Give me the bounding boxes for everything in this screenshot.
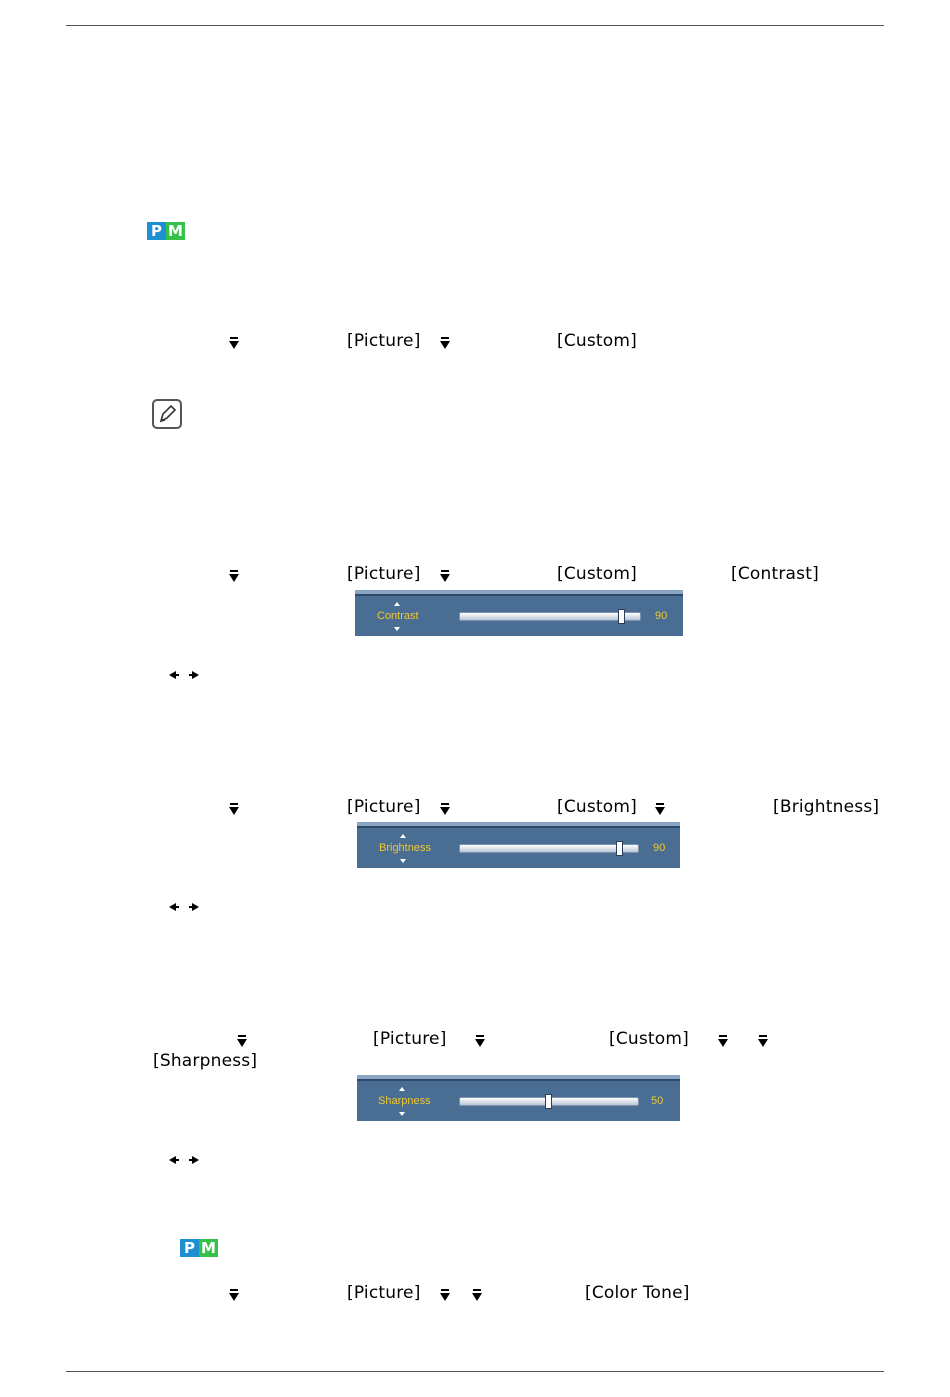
pm-mode-icon [147, 222, 185, 240]
pm-mode-icon [180, 1239, 218, 1257]
up-arrow-icon [400, 834, 406, 838]
down-arrow-icon [394, 627, 400, 631]
down-arrow-icon [229, 574, 239, 582]
custom-bracket: [Custom] [557, 331, 637, 351]
left-right-arrow-icon [168, 670, 200, 680]
picture-bracket: [Picture] [373, 1029, 447, 1049]
header-rule [66, 25, 884, 26]
pm-p-letter: P [180, 1239, 199, 1257]
osd-label: Contrast [377, 610, 419, 622]
picture-bracket: [Picture] [347, 797, 421, 817]
down-arrow-icon [440, 574, 450, 582]
osd-label: Brightness [379, 842, 431, 854]
pm-m-letter: M [166, 222, 185, 240]
down-arrow-icon [440, 807, 450, 815]
down-arrow-icon [400, 859, 406, 863]
color-tone-bracket: [Color Tone] [585, 1283, 690, 1303]
osd-value: 50 [651, 1095, 664, 1107]
left-right-arrow-icon [168, 1155, 200, 1165]
custom-bracket: [Custom] [557, 564, 637, 584]
down-arrow-icon [758, 1039, 768, 1047]
osd-slider-thumb [616, 841, 623, 856]
down-arrow-icon [718, 1039, 728, 1047]
down-arrow-icon [229, 341, 239, 349]
brightness-osd [357, 822, 680, 868]
osd-slider-track [459, 844, 639, 853]
down-arrow-icon [472, 1293, 482, 1301]
note-icon [152, 399, 182, 429]
down-arrow-icon [237, 1039, 247, 1047]
custom-bracket: [Custom] [557, 797, 637, 817]
osd-slider-thumb [618, 609, 625, 624]
down-arrow-icon [229, 807, 239, 815]
down-arrow-icon [440, 341, 450, 349]
pm-m-letter: M [199, 1239, 218, 1257]
picture-bracket: [Picture] [347, 564, 421, 584]
up-arrow-icon [399, 1087, 405, 1091]
osd-label: Sharpness [378, 1095, 431, 1107]
sharpness-bracket: [Sharpness] [153, 1051, 258, 1071]
up-arrow-icon [394, 602, 400, 606]
osd-slider-thumb [545, 1094, 552, 1109]
osd-value: 90 [653, 842, 666, 854]
sharpness-osd [357, 1075, 680, 1121]
down-arrow-icon [399, 1112, 405, 1116]
picture-bracket: [Picture] [347, 1283, 421, 1303]
contrast-osd [355, 590, 683, 636]
down-arrow-icon [440, 1293, 450, 1301]
osd-value: 90 [655, 610, 668, 622]
custom-bracket: [Custom] [609, 1029, 689, 1049]
picture-bracket: [Picture] [347, 331, 421, 351]
down-arrow-icon [229, 1293, 239, 1301]
osd-slider-track [459, 612, 641, 621]
left-right-arrow-icon [168, 902, 200, 912]
contrast-bracket: [Contrast] [731, 564, 819, 584]
down-arrow-icon [655, 807, 665, 815]
brightness-bracket: [Brightness] [773, 797, 880, 817]
pm-p-letter: P [147, 222, 166, 240]
footer-rule [66, 1371, 884, 1372]
down-arrow-icon [475, 1039, 485, 1047]
